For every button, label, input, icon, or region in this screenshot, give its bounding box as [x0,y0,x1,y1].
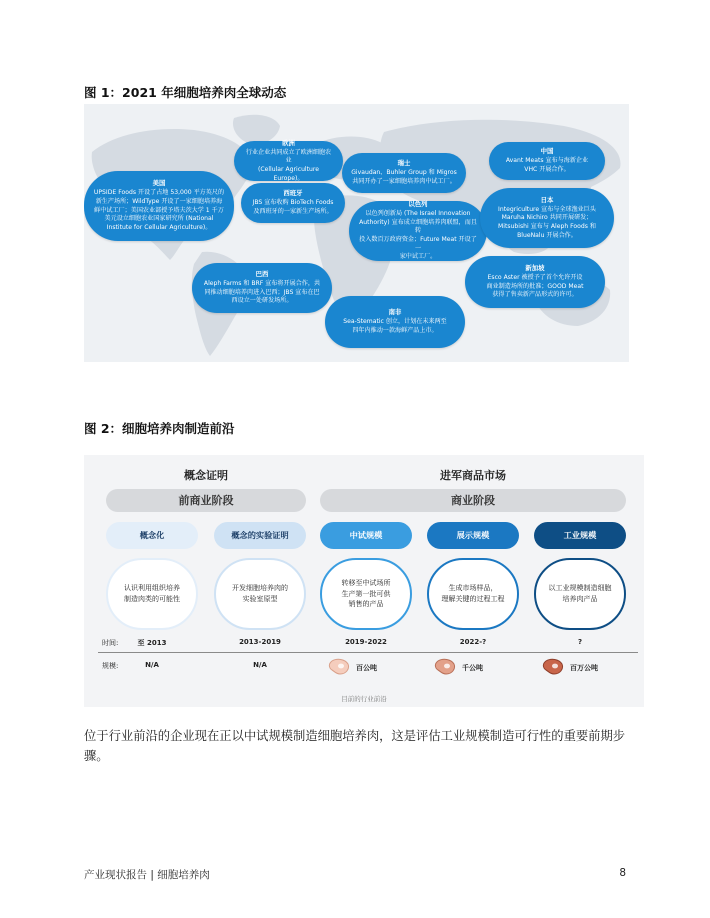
bubble-israel [349,201,487,261]
bubble-region: 欧洲 [282,138,295,147]
bubble-text: Givaudan、Buhler Group 和 Migros 共同开办了一家细胞培养肉中试工厂。 [351,169,457,186]
stage-commercial: 商业阶段 [320,489,626,512]
bubble-brazil [192,263,332,313]
scale-value: N/A [253,661,267,669]
bubble-usa [84,171,234,241]
step-experimental-proof: 概念的实验证明 [214,522,306,549]
scale-row-label: 规模: [102,662,119,670]
bubble-japan [480,188,614,248]
description-demonstration-scale: 生成市场样品， 理解关键的过程工程 [427,558,519,630]
bubble-switzerland [342,153,466,193]
bubble-region: 新加坡 [525,263,545,272]
world-map [84,104,629,362]
description-conceptualization: 认识利用组织培养 制造肉类的可能性 [106,558,198,630]
bubble-region: 以色列 [408,200,428,209]
bubble-region: 西班牙 [283,189,303,198]
time-value: ? [577,638,583,646]
bubble-spain [241,183,345,223]
manufacturing-frontier-diagram [84,455,644,715]
scale-value: N/A [145,661,159,669]
bubble-singapore [465,256,605,308]
header-commercial-market: 进军商品市场 [440,469,506,482]
scale-value: 千公吨 [462,664,483,672]
bubble-europe [234,138,343,182]
time-value: 2022-? [459,638,487,646]
bubble-text: UPSIDE Foods 开设了占地 53,000 平方英尺的 新生产场所；WildType 开设了一家细胞培养海 鲜中试工厂；美国农业部授予塔夫茨大学 1 千万 美元设立细胞农业国家研究所 (National Institute for Cellular Agriculture)。 [93,189,225,231]
description-industrial-scale: 以工业规模制造细胞 培养肉产品 [534,558,626,630]
bubble-text: Avant Meats 宣布与海新企业 VHC 开展合作。 [505,157,589,174]
description-experimental-proof: 开发细胞培养肉的 实验室原型 [214,558,306,630]
bubble-text: Esco Aster 被授予了首个允许开设 商业制造场所的批准；GOOD Meat 获得了售卖新产品形式的许可。 [486,274,584,299]
step-conceptualization: 概念化 [106,522,198,549]
footer-report-title: 产业现状报告 | 细胞培养肉 [84,869,210,881]
figure-2-title: 图 2：细胞培养肉制造前沿 [84,421,235,436]
time-value: 2013-2019 [239,638,281,646]
bubble-region: 瑞士 [397,159,411,168]
bubble-text: Integriculture 宣布与全球渔业巨头 Maruha Nichiro 共同开展研发； Mitsubishi 宣布与 Aleph Foods 和 BlueNalu 开展合作。 [498,205,596,239]
step-pilot-scale: 中试规模 [320,522,412,549]
bubble-text: Aleph Farms 和 BRF 宣布将开展合作，共 同推动细胞培养肉进入巴西；JBS 宣布在巴 西设立一处研发场所。 [203,280,321,305]
scale-value: 百万公吨 [570,664,598,672]
bubble-text: 以色列创新局 (The Israel Innovation Authority) 宣布成立细胞培养肉联盟，而且转 投入数百万政府资金；Future Meat 开设了一 家中试工厂。 [359,210,477,261]
page-number: 8 [619,867,626,879]
bubble-region: 巴西 [255,269,269,278]
bubble-china [489,142,605,180]
time-value: 至 2013 [137,639,167,647]
figure-2-caption: 目前的行业前沿 [341,695,387,703]
scale-value: 百公吨 [356,664,377,672]
time-value: 2019-2022 [345,638,387,646]
divider-line [98,652,638,653]
bubble-region: 美国 [152,179,166,188]
description-pilot-scale: 转移至中试场所 生产第一批可供 销售的产品 [320,558,412,630]
stage-pre-commercial: 前商业阶段 [106,489,306,512]
bubble-text: JBS 宣布收购 BioTech Foods 及西班牙的一家新生产场所。 [252,199,334,216]
bubble-south-africa [325,296,465,348]
bubble-region: 南非 [388,308,402,317]
body-paragraph: 位于行业前沿的企业现在正以中试规模制造细胞培养肉，这是评估工业规模制造可行性的重要前期步骤。 [84,729,626,763]
bubble-text: 行业企业共同成立了欧洲细胞农业 (Cellular Agriculture Europe)。 [245,148,332,182]
steak-icon [328,658,350,676]
bubble-region: 中国 [540,147,554,156]
steak-icon [542,658,564,676]
figure-1-title: 图 1：2021 年细胞培养肉全球动态 [84,85,287,100]
time-row-label: 时间: [102,639,119,647]
step-industrial-scale: 工业规模 [534,522,626,549]
steak-icon [434,658,456,676]
bubble-text: Sea-Stematic 创立，计划在未来两至 四年内推动一款海鲜产品上市。 [343,318,447,335]
step-demonstration-scale: 展示规模 [427,522,519,549]
bubble-region: 日本 [540,195,554,204]
header-proof-of-concept: 概念证明 [184,469,228,482]
